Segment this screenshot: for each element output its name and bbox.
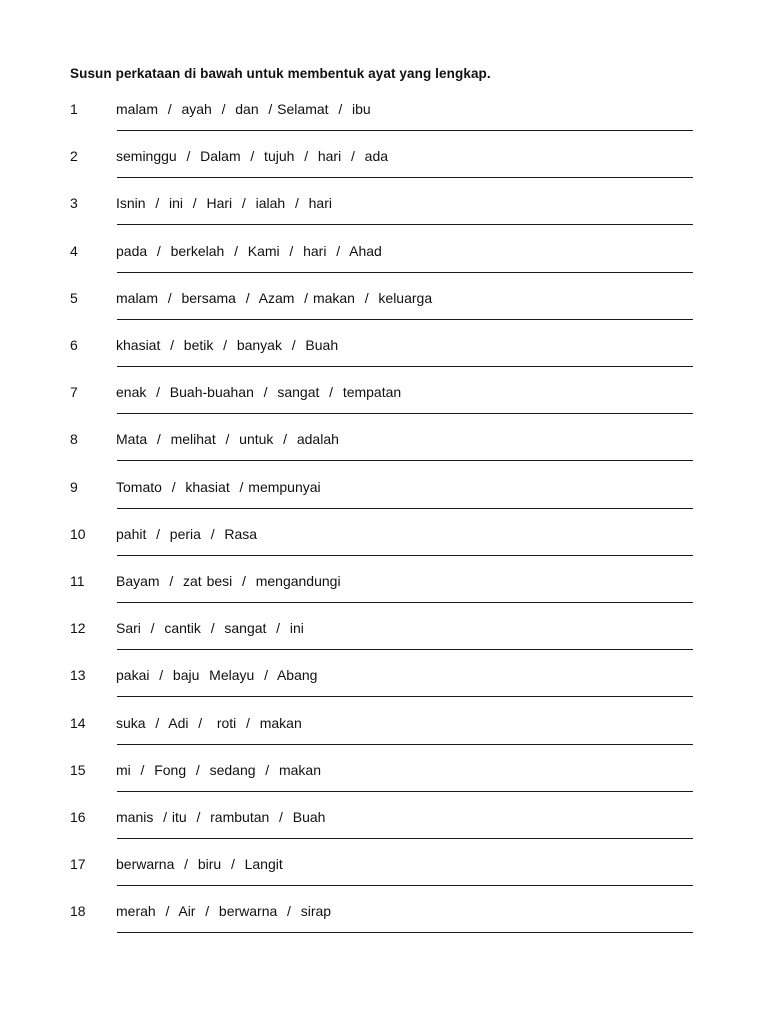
scrambled-words: khasiat / betik / banyak / Buah [116,337,339,353]
answer-line[interactable] [117,130,693,131]
answer-line[interactable] [117,366,693,367]
item-number: 9 [70,478,78,495]
exercise-item [0,431,768,477]
scrambled-words: merah / Air / berwarna / sirap [116,903,332,920]
scrambled-words: Isnin / ini / Hari / ialah / hari [116,195,332,212]
exercise-item [0,856,768,902]
answer-line[interactable] [117,319,693,320]
exercise-item [0,148,768,194]
answer-line[interactable] [117,224,693,225]
scrambled-words: Bayam / zat besi / mengandungi [116,573,341,589]
scrambled-words: seminggu / Dalam / tujuh / hari / ada [116,148,389,165]
answer-line[interactable] [117,791,693,792]
exercise-item [0,715,768,761]
answer-line[interactable] [117,602,693,603]
answer-line[interactable] [117,885,693,886]
exercise-item [0,573,768,619]
exercise-item [0,101,768,147]
scrambled-words: Sari / cantik / sangat / ini [116,620,304,637]
scrambled-words: malam / ayah / dan / Selamat / ibu [116,101,371,117]
answer-line[interactable] [117,838,693,839]
answer-line[interactable] [117,177,693,178]
scrambled-words: malam / bersama / Azam / makan / keluarga [116,289,433,306]
answer-line[interactable] [117,649,693,650]
item-number: 11 [70,573,85,589]
exercise-item [0,337,768,383]
scrambled-words: suka / Adi / roti / makan [116,714,302,731]
item-number: 1 [70,101,78,117]
scrambled-words: enak / Buah-buahan / sangat / tempatan [116,384,402,401]
exercise-item [0,290,768,336]
scrambled-words: pada / berkelah / Kami / hari / Ahad [116,242,382,259]
exercise-item [0,243,768,289]
item-number: 12 [70,620,86,637]
item-number: 2 [70,148,78,165]
scrambled-words: pahit / peria / Rasa [116,525,258,542]
item-number: 18 [70,903,86,920]
exercise-item [0,195,768,241]
exercise-item [0,762,768,808]
item-number: 4 [70,242,78,259]
item-number: 5 [70,289,78,306]
scrambled-words: pakai / baju Melayu / Abang [116,667,318,684]
answer-line[interactable] [117,744,693,745]
item-number: 15 [70,761,86,778]
exercise-item [0,667,768,713]
item-number: 10 [70,525,86,542]
answer-line[interactable] [117,932,693,933]
exercise-item [0,809,768,855]
item-number: 6 [70,337,78,353]
answer-line[interactable] [117,696,693,697]
item-number: 14 [70,714,86,731]
item-number: 8 [70,431,78,448]
scrambled-words: manis / itu / rambutan / Buah [116,809,326,825]
instruction-text: Susun perkataan di bawah untuk membentuk ayat yang lengkap. [70,66,491,81]
answer-line[interactable] [117,413,693,414]
answer-line[interactable] [117,460,693,461]
exercise-item [0,903,768,949]
exercise-item [0,620,768,666]
scrambled-words: mi / Fong / sedang / makan [116,761,321,778]
item-number: 13 [70,667,86,684]
scrambled-words: Tomato / khasiat / mempunyai [116,478,321,495]
item-number: 7 [70,384,78,401]
item-number: 17 [70,856,86,873]
scrambled-words: Mata / melihat / untuk / adalah [116,431,339,448]
answer-line[interactable] [117,272,693,273]
exercise-item [0,384,768,430]
item-number: 3 [70,195,78,212]
scrambled-words: berwarna / biru / Langit [116,856,283,873]
exercise-item [0,526,768,572]
exercise-item [0,479,768,525]
item-number: 16 [70,809,86,825]
answer-line[interactable] [117,508,693,509]
answer-line[interactable] [117,555,693,556]
